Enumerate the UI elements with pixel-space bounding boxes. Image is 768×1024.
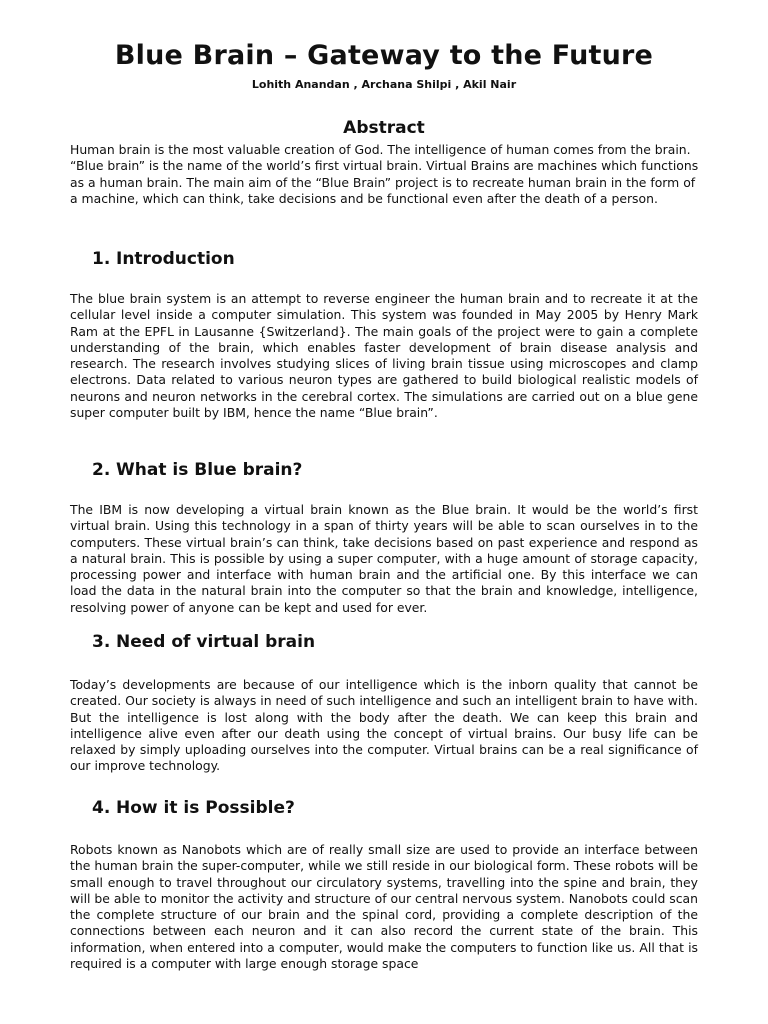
paper-authors: Lohith Anandan , Archana Shilpi , Akil Nair <box>251 78 517 91</box>
section-title: Need of virtual brain <box>116 632 316 652</box>
section-number: 2. <box>92 460 111 480</box>
section-heading-introduction <box>92 249 235 269</box>
section-number: 4. <box>92 798 111 818</box>
section-text-what-is-blue-brain: The IBM is now developing a virtual brain known as the Blue brain. It would be the world’s first virtual brain. Using this technology in a span of thirty years will be able to scan ourselves in to the computers. These virtual brain’s can think, take decisions based on past experience and respond as a natural brain. This is possible by using a super computer, with a huge amount of storage capacity, processing power and interface with human brain and the artificial one. By this interface we can load the data in the natural brain into the computer so that the brain and knowledge, intelligence, resolving power of anyone can be kept and used for ever. <box>70 502 698 615</box>
abstract-heading: Abstract <box>343 118 425 138</box>
paper-title: Blue Brain – Gateway to the Future <box>114 40 654 71</box>
section-number: 1. <box>92 249 111 269</box>
section-heading-need-of-virtual-brain <box>92 632 315 652</box>
section-title: How it is Possible? <box>116 798 295 818</box>
section-number: 3. <box>92 632 111 652</box>
section-text-introduction: The blue brain system is an attempt to reverse engineer the human brain and to recreate it at the cellular level inside a computer simulation. This system was founded in May 2005 by Henry Mark Ram at the EPFL in Lausanne {Switzerland}. The main goals of the project were to gain a complete understanding of the brain, which enables faster development of brain disease analysis and research. The research involves studying slices of living brain tissue using microscopes and clamp electrons. Data related to various neuron types are gathered to build biological realistic models of neurons and neuron networks in the cerebral cortex. The simulations are carried out on a blue gene super computer built by IBM, hence the name “Blue brain”. <box>70 291 698 421</box>
section-heading-what-is-blue-brain <box>92 460 302 480</box>
section-text-how-it-is-possible: Robots known as Nanobots which are of really small size are used to provide an interface between the human brain the super-computer, while we still reside in our biological form. These robots will be small enough to travel throughout our circulatory systems, travelling into the spine and brain, they will be able to monitor the activity and structure of our central nervous system. Nanobots could scan the complete structure of our brain and the spinal cord, providing a complete description of the connections between each neuron and it can also record the current state of the brain. This information, when entered into a computer, would make the computers to function like us. All that is required is a computer with large enough storage space <box>70 842 698 972</box>
section-title: Introduction <box>116 249 235 269</box>
section-heading-how-it-is-possible <box>92 798 295 818</box>
abstract-text: Human brain is the most valuable creation of God. The intelligence of human comes from the brain. “Blue brain” is the name of the world’s first virtual brain. Virtual Brains are machines which functions as a human brain. The main aim of the “Blue Brain” project is to recreate human brain in the form of a machine, which can think, take decisions and be functional even after the death of a person. <box>70 142 699 206</box>
section-title: What is Blue brain? <box>116 460 303 480</box>
section-text-need-of-virtual-brain: Today’s developments are because of our intelligence which is the inborn quality that cannot be created. Our society is always in need of such intelligence and such an intelligent brain to have with. But the intelligence is lost along with the body after the death. We can keep this brain and intelligence alive even after our death using the concept of virtual brains. Our busy life can be relaxed by simply uploading ourselves into the computer. Virtual brains can be a real significance of our improve technology. <box>70 677 698 774</box>
